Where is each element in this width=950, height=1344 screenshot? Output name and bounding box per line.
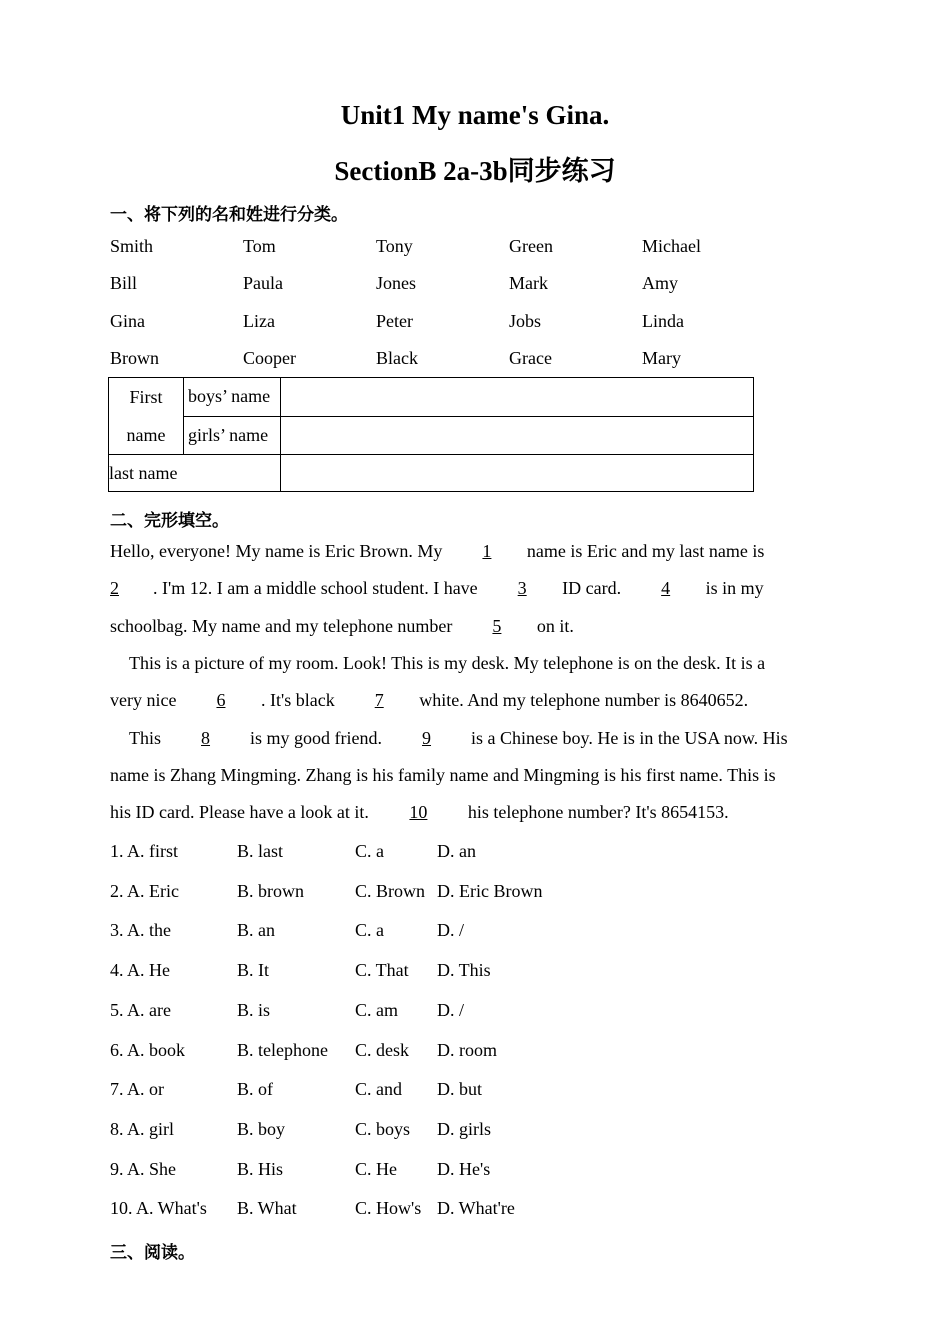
name-cell: Green xyxy=(509,236,553,256)
option-c[interactable]: C. That xyxy=(355,960,409,981)
name-cell: Mary xyxy=(642,348,681,368)
passage-line xyxy=(110,578,764,599)
text: name is Eric and my last name is xyxy=(526,541,765,561)
option-b[interactable]: B. is xyxy=(237,999,271,1020)
option-a[interactable]: 3. A. the xyxy=(110,920,171,941)
boys-name-answer-cell[interactable] xyxy=(281,378,754,417)
text: very nice xyxy=(110,690,181,710)
option-c[interactable]: C. He xyxy=(355,1158,397,1179)
name-cell: Liza xyxy=(243,311,275,331)
name-cell: Paula xyxy=(243,273,283,293)
text: . It's black xyxy=(260,690,340,710)
option-b[interactable]: B. telephone xyxy=(237,1039,328,1060)
text: is a Chinese boy. He is in the USA now. His xyxy=(466,728,788,748)
option-d[interactable]: D. What're xyxy=(437,1198,515,1219)
passage-line xyxy=(110,690,748,711)
option-b[interactable]: B. boy xyxy=(237,1118,286,1139)
text: This xyxy=(129,728,166,748)
last-name-answer-cell[interactable] xyxy=(281,455,754,492)
blank-6[interactable]: 6 xyxy=(216,690,226,710)
passage-line xyxy=(129,728,788,749)
first-name-header xyxy=(109,378,184,455)
name-cell: Smith xyxy=(110,236,154,256)
text: his telephone number? It's 8654153. xyxy=(463,802,729,822)
name-cell: Tom xyxy=(243,236,276,256)
text: This is a picture of my room. Look! This is my desk. My telephone is on the desk. It is a xyxy=(129,653,766,673)
option-c[interactable]: C. How's xyxy=(355,1198,422,1219)
option-c[interactable]: C. a xyxy=(355,920,384,941)
passage-line xyxy=(110,541,764,562)
classification-table xyxy=(108,377,754,492)
blank-9[interactable]: 9 xyxy=(422,728,432,748)
option-a[interactable]: 6. A. book xyxy=(110,1039,186,1060)
blank-4[interactable]: 4 xyxy=(661,578,671,598)
option-a[interactable]: 10. A. What's xyxy=(110,1198,207,1219)
text: name is Zhang Mingming. Zhang is his family name and Mingming is his first name. This is xyxy=(110,765,776,785)
girls-name-label: girls’ name xyxy=(184,416,281,455)
name-cell: Grace xyxy=(509,348,552,368)
name-cell: Tony xyxy=(376,236,413,256)
text: white. And my telephone number is 8640652. xyxy=(419,690,749,710)
option-d[interactable]: D. room xyxy=(437,1039,497,1060)
name-cell: Cooper xyxy=(243,348,296,368)
name-cell: Jobs xyxy=(509,311,542,331)
section1-heading: 一、将下列的名和姓进行分类。 xyxy=(110,205,348,225)
option-d[interactable]: D. Eric Brown xyxy=(437,880,543,901)
option-b[interactable]: B. of xyxy=(237,1079,273,1100)
option-a[interactable]: 2. A. Eric xyxy=(110,880,179,901)
passage-line xyxy=(110,616,574,637)
title-line-2: SectionB 2a-3b同步练习 xyxy=(334,156,616,186)
option-b[interactable]: B. an xyxy=(237,920,275,941)
option-a[interactable]: 4. A. He xyxy=(110,960,170,981)
name-cell: Amy xyxy=(642,273,678,293)
option-d[interactable]: D. an xyxy=(437,841,476,861)
option-a[interactable]: 1. A. first xyxy=(110,841,179,861)
text: Hello, everyone! My name is Eric Brown. My xyxy=(110,541,447,561)
blank-5[interactable]: 5 xyxy=(492,616,502,636)
name-cell: Mark xyxy=(509,273,548,293)
section3-heading: 三、阅读。 xyxy=(110,1243,195,1263)
name-cell: Peter xyxy=(376,311,413,331)
option-d[interactable]: D. / xyxy=(437,920,464,941)
option-c[interactable]: C. Brown xyxy=(355,880,426,901)
option-d[interactable]: D. This xyxy=(437,960,491,981)
blank-7[interactable]: 7 xyxy=(374,690,384,710)
name-cell: Gina xyxy=(110,311,145,331)
girls-name-answer-cell[interactable] xyxy=(281,416,754,455)
option-b[interactable]: B. What xyxy=(237,1198,297,1219)
name-cell: Black xyxy=(376,348,418,368)
name-cell: Linda xyxy=(642,311,684,331)
blank-2[interactable]: 2 xyxy=(110,578,119,598)
option-b[interactable]: B. His xyxy=(237,1158,284,1179)
section2-heading: 二、完形填空。 xyxy=(110,511,229,531)
option-d[interactable]: D. / xyxy=(437,999,464,1020)
blank-8[interactable]: 8 xyxy=(201,728,211,748)
text: schoolbag. My name and my telephone number xyxy=(110,616,457,636)
option-b[interactable]: B. last xyxy=(237,841,284,861)
passage-line xyxy=(129,653,765,674)
option-d[interactable]: D. He's xyxy=(437,1158,491,1179)
text: his ID card. Please have a look at it. xyxy=(110,802,374,822)
blank-1[interactable]: 1 xyxy=(482,541,492,561)
blank-3[interactable]: 3 xyxy=(517,578,527,598)
option-a[interactable]: 8. A. girl xyxy=(110,1118,175,1139)
passage-line xyxy=(110,802,729,823)
name-cell: Michael xyxy=(642,236,701,256)
option-d[interactable]: D. girls xyxy=(437,1118,491,1139)
boys-name-label: boys’ name xyxy=(184,378,281,417)
text: is in my xyxy=(705,578,764,598)
text: . I'm 12. I am a middle school student. I have xyxy=(153,578,483,598)
passage-line xyxy=(110,765,776,786)
option-c[interactable]: C. boys xyxy=(355,1118,411,1139)
option-c[interactable]: C. am xyxy=(355,999,398,1020)
option-a[interactable]: 5. A. are xyxy=(110,999,171,1020)
option-b[interactable]: B. brown xyxy=(237,880,304,901)
option-c[interactable]: C. desk xyxy=(355,1039,409,1060)
option-d[interactable]: D. but xyxy=(437,1079,482,1100)
text: is my good friend. xyxy=(245,728,387,748)
text: on it. xyxy=(536,616,574,636)
option-a[interactable]: 7. A. or xyxy=(110,1079,164,1100)
name-cell: Bill xyxy=(110,273,138,293)
option-c[interactable]: C. a xyxy=(355,841,384,861)
first-name-label-2: name xyxy=(126,425,166,445)
option-b[interactable]: B. It xyxy=(237,960,270,981)
last-name-label: last name xyxy=(109,455,281,492)
name-cell: Brown xyxy=(110,348,159,368)
text: ID card. xyxy=(562,578,626,598)
option-c[interactable]: C. and xyxy=(355,1079,402,1100)
title-line-1: Unit1 My name's Gina. xyxy=(340,100,610,130)
name-cell: Jones xyxy=(376,273,416,293)
first-name-label-1: First xyxy=(129,387,163,407)
blank-10[interactable]: 10 xyxy=(409,802,428,822)
option-a[interactable]: 9. A. She xyxy=(110,1158,177,1179)
